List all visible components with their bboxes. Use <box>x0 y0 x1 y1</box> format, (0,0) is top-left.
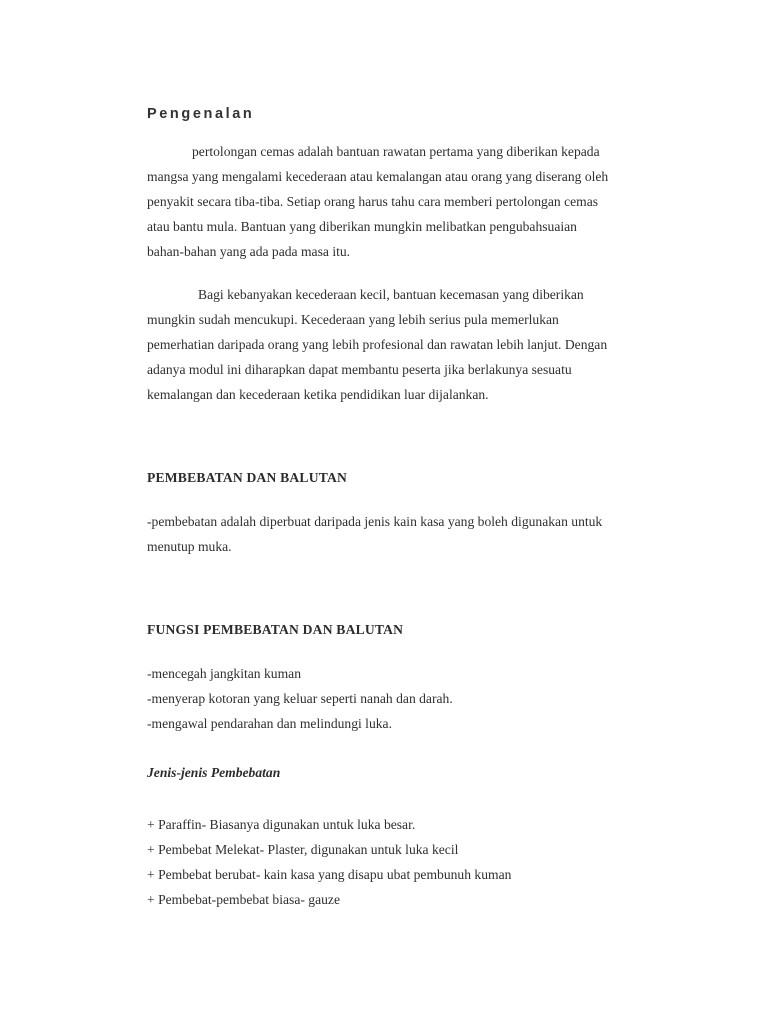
intro-line: bahan-bahan yang ada pada masa itu. <box>147 244 351 259</box>
section-heading-jenis: Jenis-jenis Pembebatan <box>147 765 281 780</box>
intro2-line: adanya modul ini diharapkan dapat membantu peserta jika berlakunya sesuatu <box>147 362 572 377</box>
list-item: -menyerap kotoran yang keluar seperti nanah dan darah. <box>147 691 453 706</box>
page-title: Pengenalan <box>147 106 255 122</box>
jenis-list <box>147 812 511 912</box>
pembebatan-line: menutup muka. <box>147 539 232 554</box>
list-item: + Paraffin- Biasanya digunakan untuk luka besar. <box>147 817 416 832</box>
pembebatan-line: -pembebatan adalah diperbuat daripada jenis kain kasa yang boleh digunakan untuk <box>147 514 603 529</box>
intro2-line: kemalangan dan kecederaan ketika pendidikan luar dijalankan. <box>147 387 489 402</box>
list-item: + Pembebat Melekat- Plaster, digunakan untuk luka kecil <box>147 842 459 857</box>
intro-line: atau bantu mula. Bantuan yang diberikan mungkin melibatkan pengubahsuaian <box>147 219 577 234</box>
intro2-line: mungkin sudah mencukupi. Kecederaan yang lebih serius pula memerlukan <box>147 312 559 327</box>
list-item: -mencegah jangkitan kuman <box>147 666 302 681</box>
intro-line: mangsa yang mengalami kecederaan atau kemalangan atau orang yang diserang oleh <box>147 169 609 184</box>
intro2-line: pemerhatian daripada orang yang lebih profesional dan rawatan lebih lanjut. Dengan <box>147 337 608 352</box>
pembebatan-paragraph <box>147 509 677 559</box>
intro-line: penyakit secara tiba-tiba. Setiap orang harus tahu cara memberi pertolongan cemas <box>147 194 599 209</box>
list-item: -mengawal pendarahan dan melindungi luka. <box>147 716 392 731</box>
intro-line: pertolongan cemas adalah bantuan rawatan pertama yang diberikan kepada <box>192 144 600 159</box>
list-item: + Pembebat-pembebat biasa- gauze <box>147 892 340 907</box>
intro-paragraph <box>147 139 677 264</box>
section-heading-pembebatan: PEMBEBATAN DAN BALUTAN <box>147 470 348 485</box>
intro2-line: Bagi kebanyakan kecederaan kecil, bantuan kecemasan yang diberikan <box>198 287 584 302</box>
intro-paragraph-2 <box>147 282 677 407</box>
section-heading-fungsi: FUNGSI PEMBEBATAN DAN BALUTAN <box>147 622 404 637</box>
fungsi-list <box>147 661 453 736</box>
list-item: + Pembebat berubat- kain kasa yang disapu ubat pembunuh kuman <box>147 867 512 882</box>
